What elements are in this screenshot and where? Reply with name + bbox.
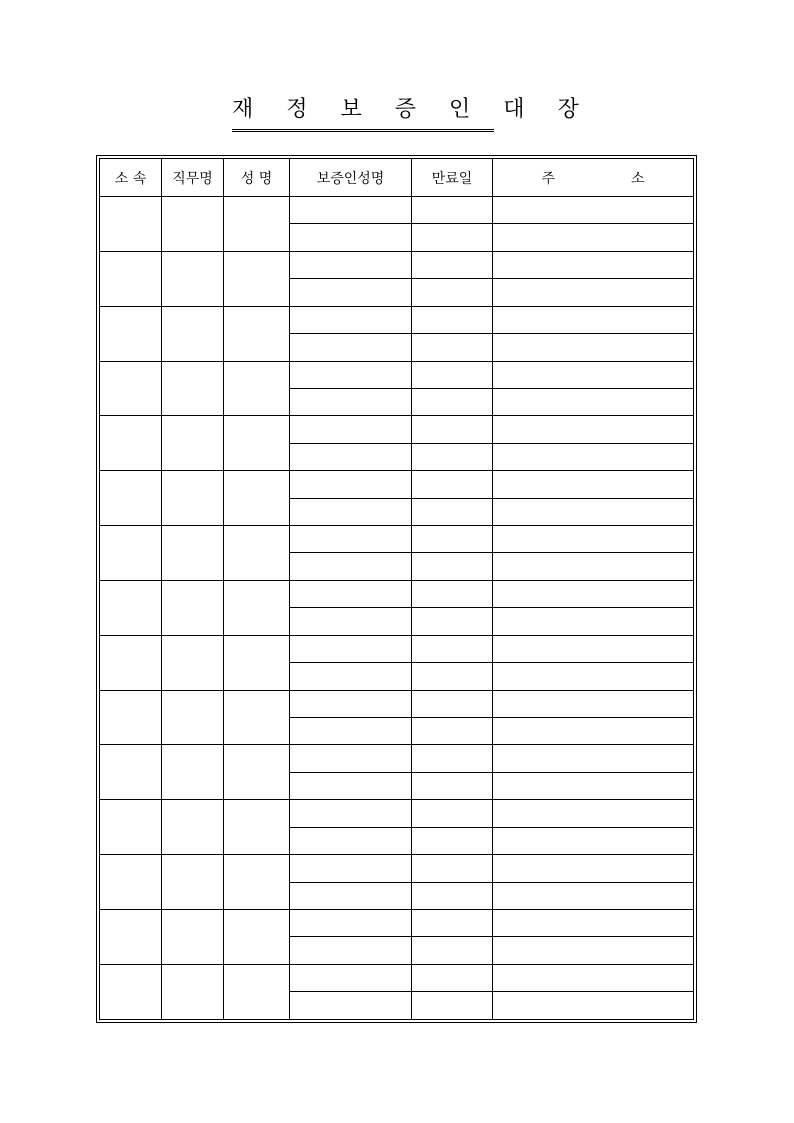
guarantor-name-cell[interactable] bbox=[290, 800, 412, 827]
header-address bbox=[493, 159, 694, 197]
header-guarantor-name: 보증인성명 bbox=[290, 159, 412, 197]
expiry-date-cell[interactable] bbox=[412, 498, 493, 525]
address-cell[interactable] bbox=[493, 334, 694, 361]
name-cell[interactable] bbox=[224, 964, 290, 1019]
position-cell[interactable] bbox=[162, 964, 224, 1019]
guarantor-name-cell[interactable] bbox=[290, 361, 412, 388]
expiry-date-cell[interactable] bbox=[412, 937, 493, 964]
affiliation-cell[interactable] bbox=[100, 251, 162, 306]
expiry-date-cell[interactable] bbox=[412, 334, 493, 361]
address-cell[interactable] bbox=[493, 937, 694, 964]
address-cell[interactable] bbox=[493, 416, 694, 443]
guarantor-name-cell[interactable] bbox=[290, 498, 412, 525]
affiliation-cell[interactable] bbox=[100, 306, 162, 361]
guarantor-name-cell[interactable] bbox=[290, 663, 412, 690]
affiliation-cell[interactable] bbox=[100, 690, 162, 745]
name-cell[interactable] bbox=[224, 197, 290, 252]
address-cell[interactable] bbox=[493, 388, 694, 415]
name-cell[interactable] bbox=[224, 361, 290, 416]
table-row bbox=[100, 635, 694, 662]
address-cell[interactable] bbox=[493, 443, 694, 470]
address-cell[interactable] bbox=[493, 718, 694, 745]
page-title: 재 정 보 증 인 대 장 bbox=[232, 97, 592, 122]
expiry-date-cell[interactable] bbox=[412, 224, 493, 251]
position-cell[interactable] bbox=[162, 251, 224, 306]
name-cell[interactable] bbox=[224, 251, 290, 306]
guarantor-name-cell[interactable] bbox=[290, 416, 412, 443]
address-cell[interactable] bbox=[493, 251, 694, 278]
affiliation-cell[interactable] bbox=[100, 964, 162, 1019]
address-cell[interactable] bbox=[493, 553, 694, 580]
expiry-date-cell[interactable] bbox=[412, 361, 493, 388]
guarantor-name-cell[interactable] bbox=[290, 334, 412, 361]
guarantor-name-cell[interactable] bbox=[290, 964, 412, 991]
header-affiliation: 소 속 bbox=[100, 159, 162, 197]
address-cell[interactable] bbox=[493, 498, 694, 525]
expiry-date-cell[interactable] bbox=[412, 306, 493, 333]
address-cell[interactable] bbox=[493, 635, 694, 662]
guarantor-name-cell[interactable] bbox=[290, 608, 412, 635]
position-cell[interactable] bbox=[162, 471, 224, 526]
header-position: 직무명 bbox=[162, 159, 224, 197]
name-cell[interactable] bbox=[224, 690, 290, 745]
expiry-date-cell[interactable] bbox=[412, 416, 493, 443]
name-cell[interactable] bbox=[224, 745, 290, 800]
table-row bbox=[100, 964, 694, 991]
expiry-date-cell[interactable] bbox=[412, 772, 493, 799]
header-name: 성 명 bbox=[224, 159, 290, 197]
guarantor-name-cell[interactable] bbox=[290, 224, 412, 251]
expiry-date-cell[interactable] bbox=[412, 553, 493, 580]
table-row bbox=[100, 251, 694, 278]
expiry-date-cell[interactable] bbox=[412, 635, 493, 662]
affiliation-cell[interactable] bbox=[100, 471, 162, 526]
address-cell[interactable] bbox=[493, 882, 694, 909]
guarantor-name-cell[interactable] bbox=[290, 909, 412, 936]
expiry-date-cell[interactable] bbox=[412, 608, 493, 635]
table-row bbox=[100, 526, 694, 553]
name-cell[interactable] bbox=[224, 800, 290, 855]
expiry-date-cell[interactable] bbox=[412, 992, 493, 1020]
position-cell[interactable] bbox=[162, 361, 224, 416]
guarantor-name-cell[interactable] bbox=[290, 580, 412, 607]
position-cell[interactable] bbox=[162, 909, 224, 964]
address-cell[interactable] bbox=[493, 224, 694, 251]
table-row bbox=[100, 690, 694, 717]
affiliation-cell[interactable] bbox=[100, 361, 162, 416]
affiliation-cell[interactable] bbox=[100, 526, 162, 581]
position-cell[interactable] bbox=[162, 745, 224, 800]
position-cell[interactable] bbox=[162, 635, 224, 690]
affiliation-cell[interactable] bbox=[100, 580, 162, 635]
expiry-date-cell[interactable] bbox=[412, 663, 493, 690]
address-cell[interactable] bbox=[493, 306, 694, 333]
address-cell[interactable] bbox=[493, 361, 694, 388]
position-cell[interactable] bbox=[162, 800, 224, 855]
title-double-underline bbox=[232, 129, 494, 132]
address-cell[interactable] bbox=[493, 197, 694, 224]
guarantor-name-cell[interactable] bbox=[290, 992, 412, 1020]
expiry-date-cell[interactable] bbox=[412, 827, 493, 854]
affiliation-cell[interactable] bbox=[100, 909, 162, 964]
name-cell[interactable] bbox=[224, 580, 290, 635]
guarantor-name-cell[interactable] bbox=[290, 827, 412, 854]
address-cell[interactable] bbox=[493, 772, 694, 799]
name-cell[interactable] bbox=[224, 416, 290, 471]
address-cell[interactable] bbox=[493, 663, 694, 690]
affiliation-cell[interactable] bbox=[100, 197, 162, 252]
guarantor-name-cell[interactable] bbox=[290, 937, 412, 964]
expiry-date-cell[interactable] bbox=[412, 909, 493, 936]
expiry-date-cell[interactable] bbox=[412, 964, 493, 991]
table-row bbox=[100, 361, 694, 388]
address-cell[interactable] bbox=[493, 608, 694, 635]
address-cell[interactable] bbox=[493, 992, 694, 1020]
affiliation-cell[interactable] bbox=[100, 416, 162, 471]
guarantor-name-cell[interactable] bbox=[290, 690, 412, 717]
expiry-date-cell[interactable] bbox=[412, 388, 493, 415]
expiry-date-cell[interactable] bbox=[412, 279, 493, 306]
address-cell[interactable] bbox=[493, 526, 694, 553]
guarantor-name-cell[interactable] bbox=[290, 718, 412, 745]
header-address-part2: 소 bbox=[631, 170, 645, 187]
guarantor-name-cell[interactable] bbox=[290, 855, 412, 882]
expiry-date-cell[interactable] bbox=[412, 526, 493, 553]
guarantor-name-cell[interactable] bbox=[290, 635, 412, 662]
name-cell[interactable] bbox=[224, 635, 290, 690]
table-row bbox=[100, 745, 694, 772]
ledger-table-frame bbox=[96, 155, 697, 1023]
name-cell[interactable] bbox=[224, 909, 290, 964]
guarantor-name-cell[interactable] bbox=[290, 279, 412, 306]
position-cell[interactable] bbox=[162, 855, 224, 910]
position-cell[interactable] bbox=[162, 416, 224, 471]
table-row bbox=[100, 909, 694, 936]
header-address-part1: 주 bbox=[541, 170, 555, 187]
affiliation-cell[interactable] bbox=[100, 745, 162, 800]
address-cell[interactable] bbox=[493, 745, 694, 772]
expiry-date-cell[interactable] bbox=[412, 251, 493, 278]
name-cell[interactable] bbox=[224, 855, 290, 910]
address-cell[interactable] bbox=[493, 964, 694, 991]
ledger-body bbox=[100, 197, 694, 1020]
expiry-date-cell[interactable] bbox=[412, 690, 493, 717]
position-cell[interactable] bbox=[162, 580, 224, 635]
address-cell[interactable] bbox=[493, 580, 694, 607]
address-cell[interactable] bbox=[493, 800, 694, 827]
table-row bbox=[100, 800, 694, 827]
header-expiry-date: 만료일 bbox=[412, 159, 493, 197]
address-cell[interactable] bbox=[493, 690, 694, 717]
expiry-date-cell[interactable] bbox=[412, 800, 493, 827]
expiry-date-cell[interactable] bbox=[412, 855, 493, 882]
table-row bbox=[100, 580, 694, 607]
position-cell[interactable] bbox=[162, 306, 224, 361]
guarantor-ledger-table bbox=[99, 158, 694, 1020]
table-row bbox=[100, 855, 694, 882]
address-cell[interactable] bbox=[493, 827, 694, 854]
table-row bbox=[100, 197, 694, 224]
guarantor-name-cell[interactable] bbox=[290, 306, 412, 333]
table-row bbox=[100, 306, 694, 333]
affiliation-cell[interactable] bbox=[100, 855, 162, 910]
table-header-row bbox=[100, 159, 694, 197]
guarantor-name-cell[interactable] bbox=[290, 251, 412, 278]
affiliation-cell[interactable] bbox=[100, 800, 162, 855]
guarantor-name-cell[interactable] bbox=[290, 745, 412, 772]
expiry-date-cell[interactable] bbox=[412, 197, 493, 224]
name-cell[interactable] bbox=[224, 306, 290, 361]
position-cell[interactable] bbox=[162, 690, 224, 745]
expiry-date-cell[interactable] bbox=[412, 882, 493, 909]
expiry-date-cell[interactable] bbox=[412, 580, 493, 607]
table-row bbox=[100, 471, 694, 498]
expiry-date-cell[interactable] bbox=[412, 745, 493, 772]
expiry-date-cell[interactable] bbox=[412, 471, 493, 498]
guarantor-name-cell[interactable] bbox=[290, 526, 412, 553]
table-row bbox=[100, 416, 694, 443]
expiry-date-cell[interactable] bbox=[412, 718, 493, 745]
guarantor-name-cell[interactable] bbox=[290, 388, 412, 415]
name-cell[interactable] bbox=[224, 471, 290, 526]
address-cell[interactable] bbox=[493, 855, 694, 882]
affiliation-cell[interactable] bbox=[100, 635, 162, 690]
guarantor-name-cell[interactable] bbox=[290, 443, 412, 470]
position-cell[interactable] bbox=[162, 197, 224, 252]
name-cell[interactable] bbox=[224, 526, 290, 581]
guarantor-name-cell[interactable] bbox=[290, 882, 412, 909]
guarantor-name-cell[interactable] bbox=[290, 471, 412, 498]
address-cell[interactable] bbox=[493, 909, 694, 936]
address-cell[interactable] bbox=[493, 471, 694, 498]
guarantor-name-cell[interactable] bbox=[290, 197, 412, 224]
address-cell[interactable] bbox=[493, 279, 694, 306]
guarantor-name-cell[interactable] bbox=[290, 772, 412, 799]
position-cell[interactable] bbox=[162, 526, 224, 581]
guarantor-name-cell[interactable] bbox=[290, 553, 412, 580]
expiry-date-cell[interactable] bbox=[412, 443, 493, 470]
